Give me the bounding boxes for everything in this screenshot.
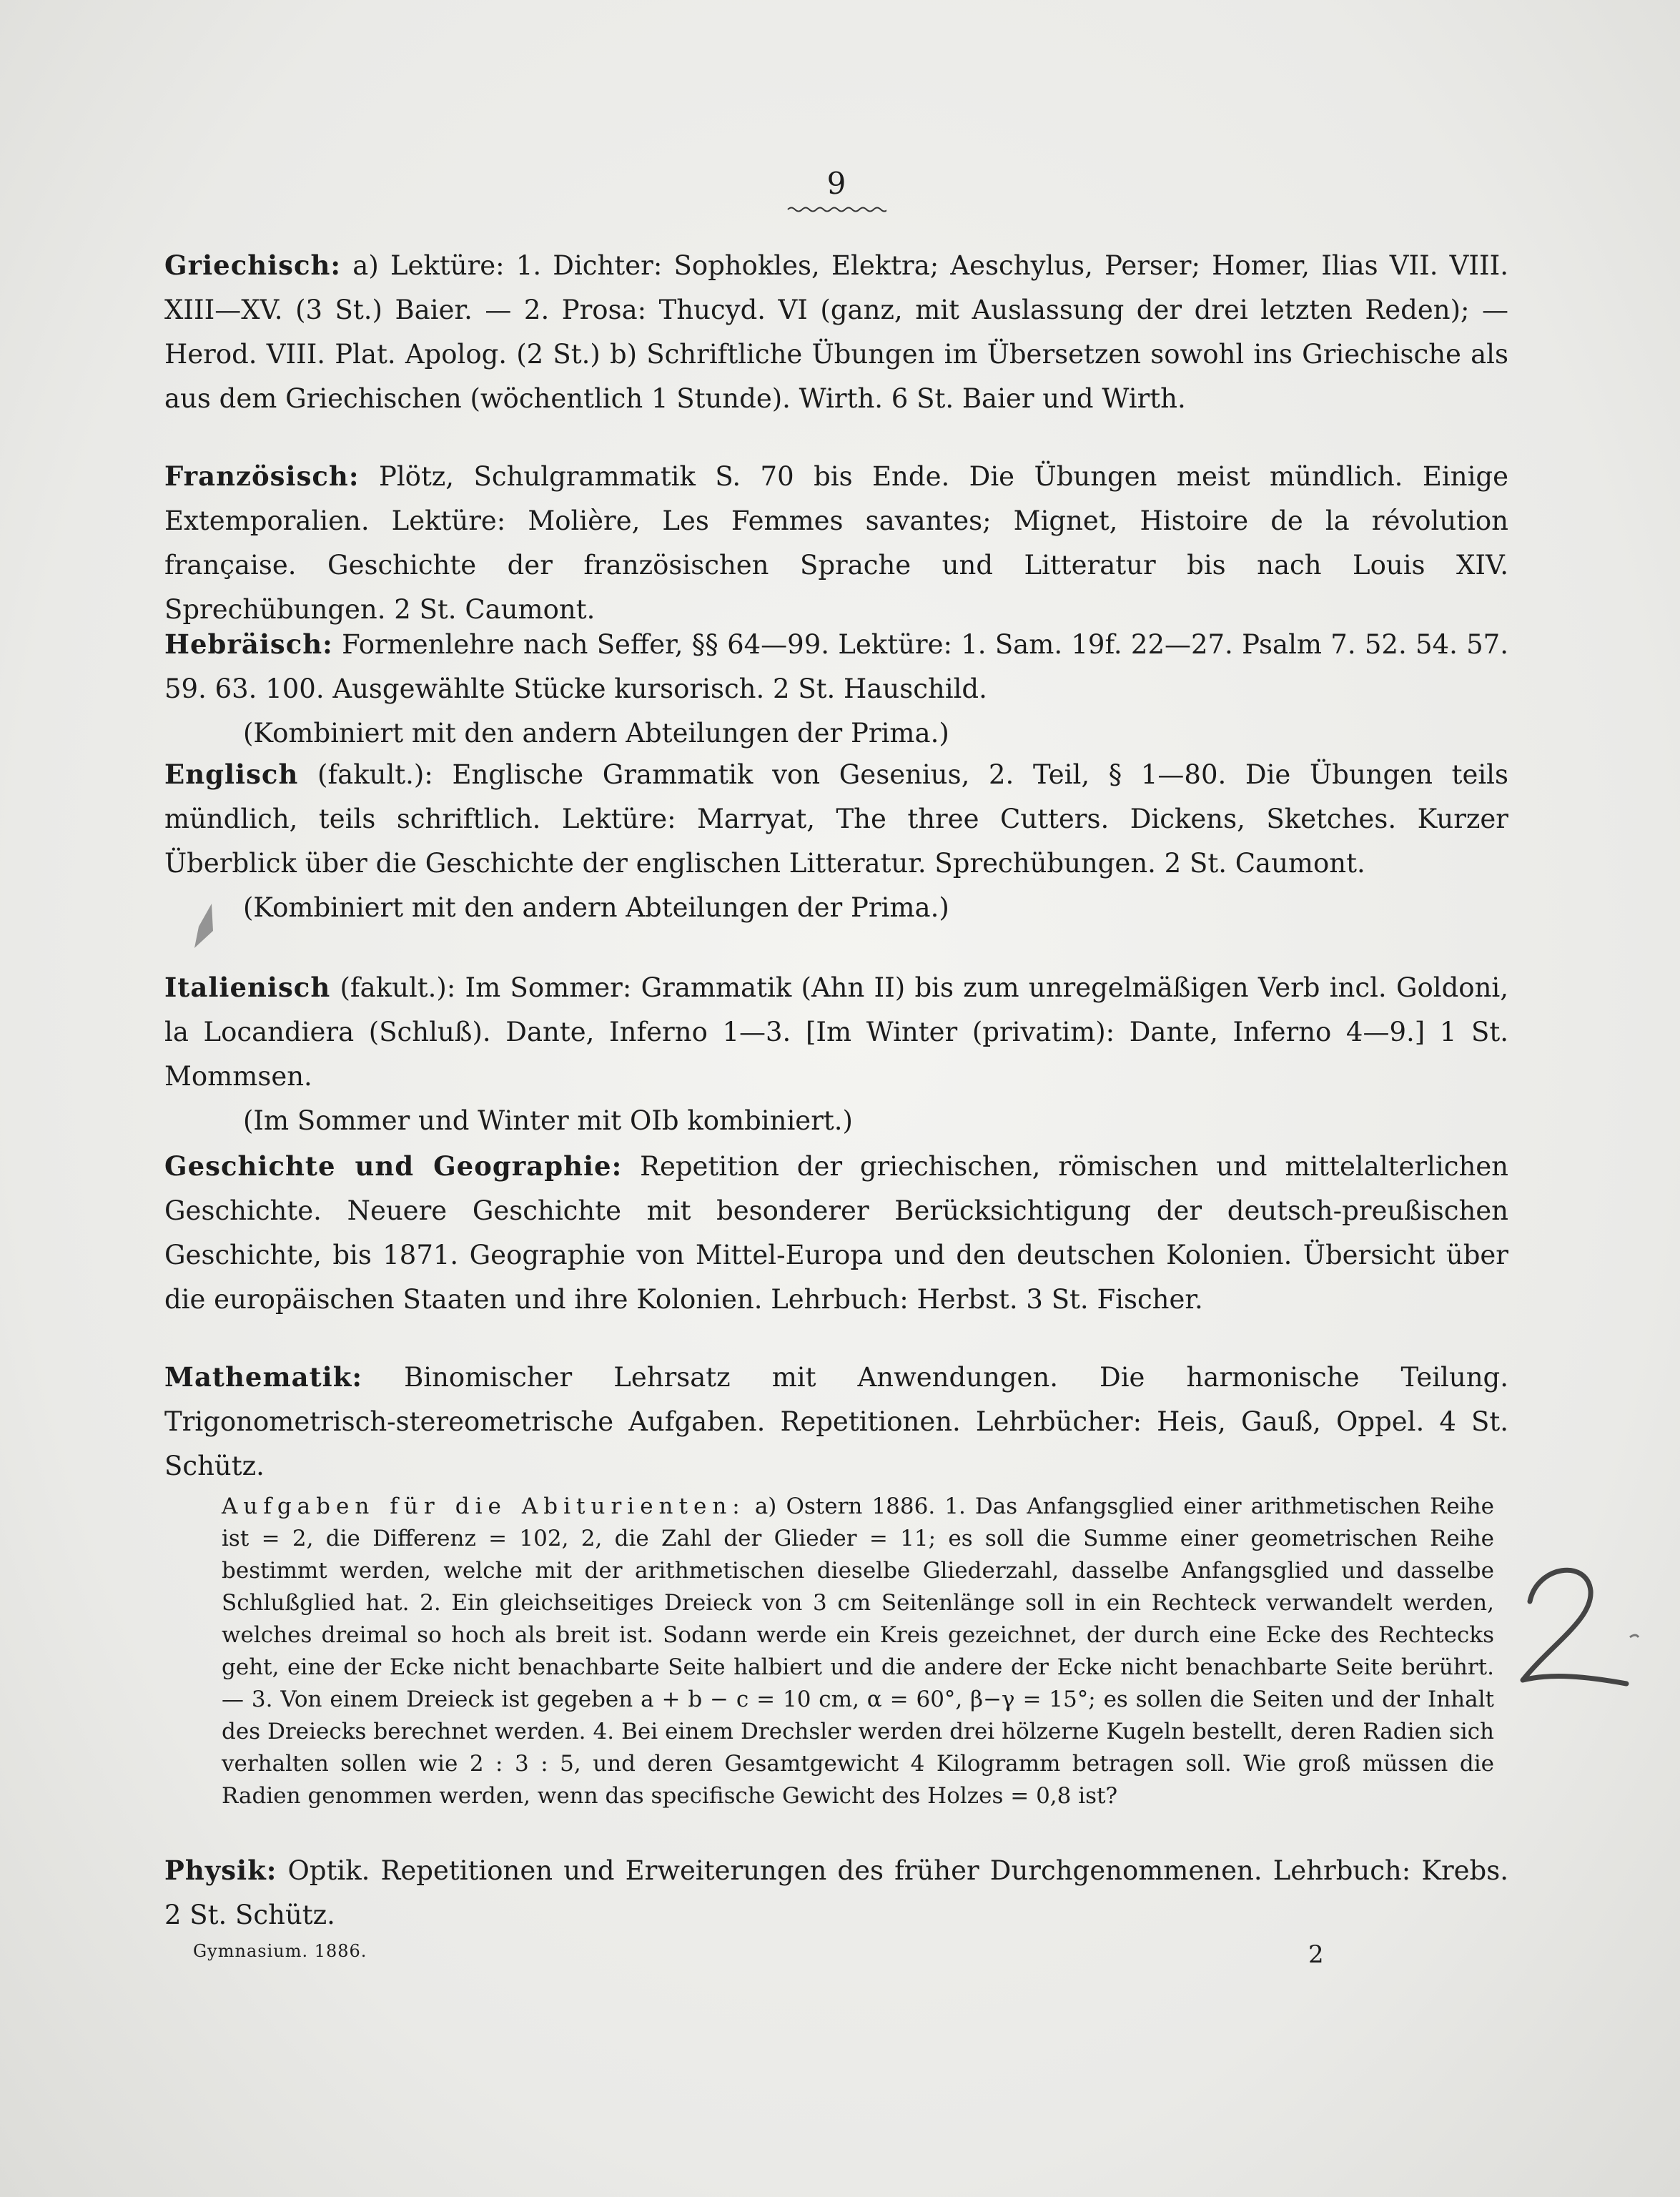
- section-text: a) Lektüre: 1. Dichter: Sophokles, Elektra; Aeschylus, Perser; Homer, Ilias VII. VIII. XIII—XV. (3 St.) Baier. — 2. Prosa: Thucyd. VI (ganz, mit Auslassung der drei letzten Reden); — Herod. VIII. Plat. Apolog. (2 St.) b) Schriftliche Übungen im Übersetzen sowohl ins Griechische als aus dem Griechischen (wöchentlich 1 Stunde). Wirth. 6 St. Baier und Wirth.: [164, 250, 1508, 414]
- tasks-text: a) Ostern 1886. 1. Das Anfangsglied einer arithmetischen Reihe ist = 2, die Differenz = 102, 2, die Zahl der Glieder = 11; es soll die Summe einer geometrischen Reihe bestimmt werden, welche mit der arithmetischen dieselbe Gliederzahl, dasselbe Anfangsglied und dasselbe Schlußglied hat. 2. Ein gleichseitiges Dreieck von 3 cm Seitenlänge soll in ein Rechteck verwandelt werden, welches dreimal so hoch als breit ist. Sodann werde ein Kreis gezeichnet, der durch eine Ecke des Rechtecks geht, eine der Ecke nicht benachbarte Seite halbiert und die andere der Ecke nicht benachbarte Seite berührt. — 3. Von einem Dreieck ist gegeben a + b − c = 10 cm, α = 60°, β−γ = 15°; es sollen die Seiten und der Inhalt des Dreiecks berechnet werden. 4. Bei einem Drechsler werden drei hölzerne Kugeln bestellt, deren Radien sich verhalten sollen wie 2 : 3 : 5, und deren Gesamtgewicht 4 Kilogramm betragen soll. Wie groß müssen die Radien genommen werden, wenn das specifische Gewicht des Holzes = 0,8 ist?: [222, 1494, 1494, 1809]
- section-heading: Geschichte und Geographie:: [164, 1150, 623, 1182]
- footer-sheet-number: 2: [1308, 1940, 1324, 1969]
- ornament-rule: [786, 204, 886, 214]
- section-geschichte: [164, 1144, 1508, 1322]
- section-franzoesisch: [164, 454, 1508, 632]
- section-heading: Italienisch: [164, 972, 331, 1003]
- section-heading: Griechisch:: [164, 250, 342, 281]
- handwritten-mark-icon: [1508, 1559, 1651, 1709]
- section-note: (Kombiniert mit den andern Abteilungen der Prima.): [243, 718, 949, 749]
- section-text: Plötz, Schulgrammatik S. 70 bis Ende. Die Übungen meist mündlich. Einige Extemporalien. Lektüre: Molière, Les Femmes savantes; Mignet, Histoire de la révolution française. Geschichte der französischen Sprache und Litteratur bis nach Louis XIV. Sprechübungen. 2 St. Caumont.: [164, 461, 1508, 625]
- section-hebraeisch: [164, 622, 1508, 756]
- section-heading: Französisch:: [164, 460, 360, 492]
- section-mathematik: [164, 1355, 1508, 1488]
- section-text: Optik. Repetitionen und Erweiterungen des früher Durchgenommenen. Lehrbuch: Krebs. 2 St. Schütz.: [164, 1855, 1508, 1930]
- section-text: (fakult.): Im Sommer: Grammatik (Ahn II) bis zum unregelmäßigen Verb incl. Goldoni, la Locandiera (Schluß). Dante, Inferno 1—3. [Im Winter (privatim): Dante, Inferno 4—9.] 1 St. Mommsen.: [164, 972, 1508, 1092]
- tasks-label: Aufgaben für die Abiturienten:: [222, 1494, 746, 1519]
- section-heading: Mathematik:: [164, 1361, 363, 1393]
- page-number: 9: [826, 166, 846, 201]
- section-griechisch: [164, 243, 1508, 421]
- section-italienisch: [164, 965, 1508, 1143]
- abitur-tasks: [222, 1491, 1494, 1812]
- section-text: Binomischer Lehrsatz mit Anwendungen. Die harmonische Teilung. Trigonometrisch-stereometrische Aufgaben. Repetitionen. Lehrbücher: Heis, Gauß, Oppel. 4 St. Schütz.: [164, 1362, 1508, 1481]
- section-heading: Hebräisch:: [164, 628, 333, 660]
- section-note: (Kombiniert mit den andern Abteilungen der Prima.): [243, 892, 949, 923]
- section-text: Formenlehre nach Seffer, §§ 64—99. Lektüre: 1. Sam. 19f. 22—27. Psalm 7. 52. 54. 57. 59. 63. 100. Ausgewählte Stücke kursorisch. 2 St. Hauschild.: [164, 629, 1508, 704]
- section-physik: [164, 1848, 1508, 1937]
- section-text: Repetition der griechischen, römischen und mittelalterlichen Geschichte. Neuere Geschichte mit besonderer Berücksichtigung der deutsch-preußischen Geschichte, bis 1871. Geographie von Mittel-Europa und den deutschen Kolonien. Übersicht über die europäischen Staaten und ihre Kolonien. Lehrbuch: Herbst. 3 St. Fischer.: [164, 1151, 1508, 1315]
- section-englisch: [164, 752, 1508, 930]
- footer-signature: Gymnasium. 1886.: [193, 1941, 367, 1961]
- margin-smudge-icon: [192, 902, 220, 949]
- section-heading: Englisch: [164, 759, 299, 790]
- section-text: (fakult.): Englische Grammatik von Gesenius, 2. Teil, § 1—80. Die Übungen teils mündlich, teils schriftlich. Lektüre: Marryat, The three Cutters. Dickens, Sketches. Kurzer Überblick über die Geschichte der englischen Litteratur. Sprechübungen. 2 St. Caumont.: [164, 759, 1508, 879]
- section-note: (Im Sommer und Winter mit OIb kombiniert.): [243, 1105, 853, 1136]
- section-heading: Physik:: [164, 1855, 277, 1886]
